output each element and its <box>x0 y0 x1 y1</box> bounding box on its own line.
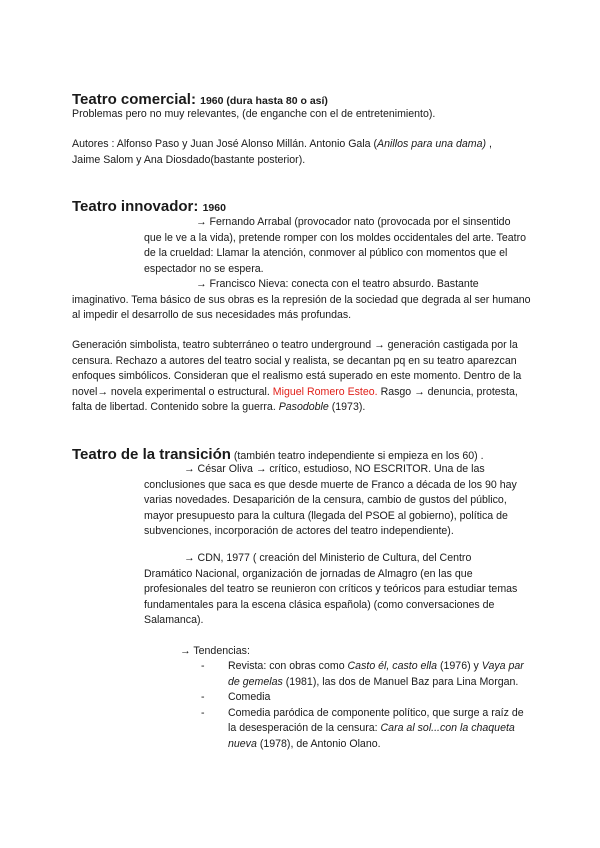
dash-bullet: - <box>201 691 205 703</box>
tendencias-label: → Tendencias: <box>180 645 250 657</box>
heading-note: 1960 <box>202 202 226 214</box>
item-text: (1976) y <box>437 660 482 672</box>
highlight-author: Miguel Romero Esteo. <box>272 385 378 398</box>
paragraph-cesar-oliva <box>144 462 536 540</box>
paragraph-problemas: Problemas pero no muy relevantes, (de enganche con el de entretenimiento). <box>72 108 436 120</box>
generacion-text: Generación simbolista, teatro subterráneo o teatro underground → generación castigada por la censura. Rechazo a autores del teatro social y realista, se decantan pq en su teatro aparezcan enfoques simbólicos. Consideran que el realismo está superado en este momento. Dentro de la novel→ novela experimental o estructural. <box>72 339 522 398</box>
cdn-line-1: → CDN, 1977 ( creación del Ministerio de Cultura, del Centro <box>184 552 472 564</box>
autores-text-2: , <box>486 138 492 150</box>
nieva-text: imaginativo. Tema básico de sus obras es la represión de la sociedad que degrada al ser humano al impedir el desarrollo de sus necesidades más profundas. <box>72 293 531 321</box>
heading-note: (también teatro independiente si empieza en los 60) . <box>230 450 484 462</box>
item-text: Comedia paródica de componente político, que surge a raíz de la desesperación de la censura: <box>228 706 524 734</box>
autores-text-3: Jaime Salom y Ana Diosdado(bastante posterior). <box>72 153 306 166</box>
paragraph-autores <box>72 137 542 168</box>
paragraph-arrabal: → Fernando Arrabal (provocador nato (provocada por el sinsentido que le ve a la vida), pretende romper con los moldes occidentales del arte. Teatro de la crueldad: Llamar la atención, conmover al público con momentos que el espectador no se espera. <box>144 216 526 275</box>
oliva-text: conclusiones que saca es que desde muerte de Franco a década de los 90 hay varias novedades. Desaparición de la censura, cambio de gustos del público, mayor presupuesto para la cultura (llegada del PSOE al gobierno), política de subvenciones, incorporación de actores del teatro independiente). <box>144 478 517 537</box>
heading-text: Teatro comercial: <box>72 91 196 108</box>
generacion-text-2: Rasgo → denuncia, protesta, falta de libertad. Contenido sobre la guerra. <box>72 385 518 413</box>
nieva-line-1: → Francisco Nieva: conecta con el teatro absurdo. Bastante <box>196 278 479 290</box>
item-text: Revista: con obras como <box>228 660 348 672</box>
work-title: Cara al sol...con la chaqueta nueva <box>228 722 515 750</box>
item-text: (1981), las dos de Manuel Baz para Lina Morgan. <box>282 675 519 688</box>
heading-text: Teatro de la transición <box>72 446 231 463</box>
paragraph-nieva <box>72 277 536 324</box>
work-title: Vaya par de gemelas <box>228 660 524 688</box>
item-text: Comedia <box>228 691 271 703</box>
tendencias-list <box>198 659 530 752</box>
item-text: (1978), de Antonio Olano. <box>256 737 381 750</box>
dash-bullet: - <box>201 660 205 672</box>
list-item <box>198 690 530 706</box>
heading-note: 1960 (dura hasta 80 o así) <box>200 95 328 107</box>
list-item <box>198 706 530 753</box>
work-title: Pasodoble <box>278 401 329 413</box>
cdn-text: Dramático Nacional, organización de jornadas de Almagro (en las que profesionales del teatro se reunieron con críticos y teóricos para estudiar temas fundamentales para la escena clásica española) (como conversaciones de Salamanca). <box>144 567 518 626</box>
autores-text: Autores : Alfonso Paso y Juan José Alonso Millán. Antonio Gala ( <box>72 138 378 150</box>
work-title: Anillos para una dama) <box>377 138 486 150</box>
work-title: Casto él, casto ella <box>347 660 438 672</box>
paragraph-cdn <box>144 551 534 629</box>
generacion-text-3: (1973). <box>328 401 366 413</box>
heading-text: Teatro innovador: <box>72 198 199 215</box>
dash-bullet: - <box>201 706 205 719</box>
paragraph-generacion-simbolista <box>72 338 534 416</box>
list-item <box>198 659 530 690</box>
oliva-line-1: → César Oliva → crítico, estudioso, NO ESCRITOR. Una de las <box>184 463 485 475</box>
